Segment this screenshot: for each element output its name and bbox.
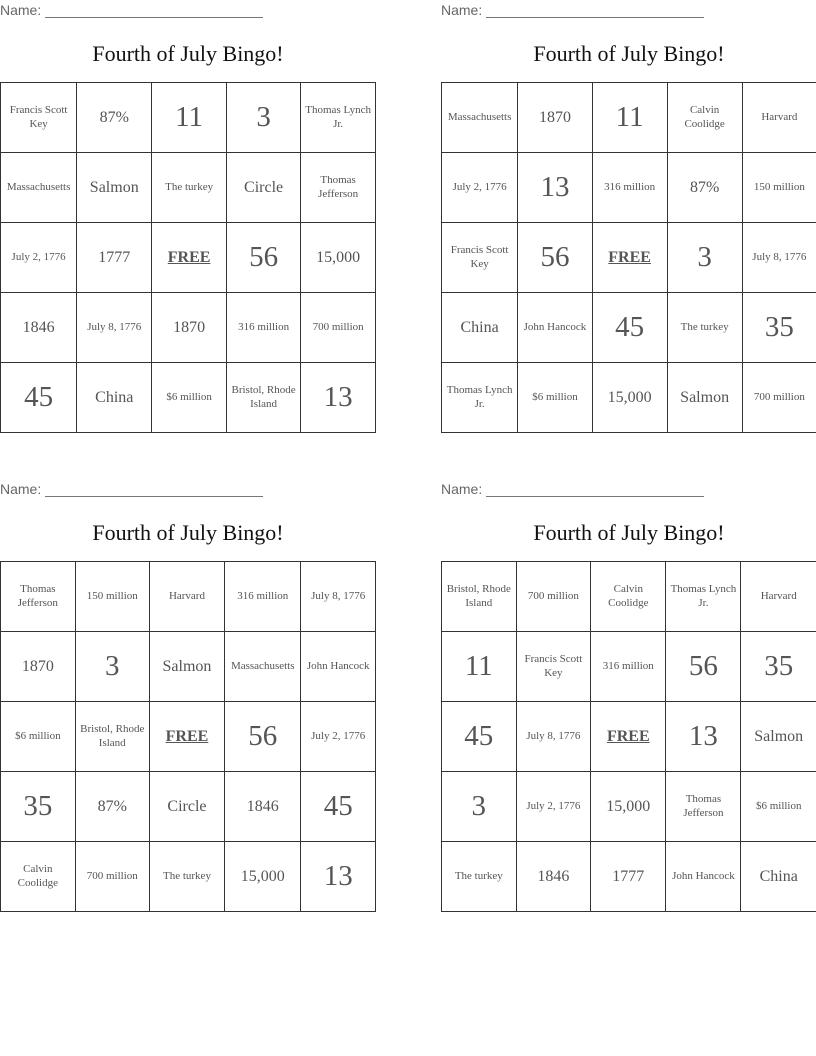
bingo-cell: 1777 (77, 223, 152, 293)
bingo-cell: Salmon (667, 363, 742, 433)
bingo-grid (0, 82, 376, 433)
bingo-row (1, 223, 376, 293)
name-line (441, 481, 704, 499)
bingo-cell: July 2, 1776 (1, 223, 77, 293)
bingo-cell: 13 (666, 702, 741, 772)
bingo-row (442, 293, 816, 363)
free-space: FREE (591, 702, 666, 772)
bingo-cell: 45 (1, 363, 77, 433)
bingo-row (442, 772, 816, 842)
bingo-row (442, 223, 816, 293)
free-space: FREE (149, 702, 224, 772)
bingo-cell: Circle (149, 772, 224, 842)
free-space: FREE (592, 223, 667, 293)
bingo-cell: Thomas Jefferson (666, 772, 741, 842)
bingo-cell: China (442, 293, 518, 363)
bingo-cell: 150 million (75, 562, 149, 632)
bingo-cell: 1846 (516, 842, 591, 912)
name-label: Name: (441, 2, 483, 18)
bingo-cell: 15,000 (301, 223, 376, 293)
bingo-row (1, 293, 376, 363)
bingo-cell: Bristol, Rhode Island (226, 363, 300, 433)
bingo-cell: 56 (518, 223, 592, 293)
bingo-row (1, 363, 376, 433)
bingo-row (1, 632, 376, 702)
card-title: Fourth of July Bingo! (533, 41, 725, 66)
bingo-cell: 87% (77, 83, 152, 153)
bingo-cell: Francis Scott Key (516, 632, 591, 702)
bingo-cell: China (77, 363, 152, 433)
bingo-cell: China (741, 842, 816, 912)
bingo-cell: Thomas Jefferson (1, 562, 76, 632)
bingo-cell: July 2, 1776 (301, 702, 376, 772)
bingo-cell: 35 (1, 772, 76, 842)
bingo-cell: 15,000 (225, 842, 301, 912)
bingo-row (1, 702, 376, 772)
bingo-cell: 316 million (226, 293, 300, 363)
bingo-cell: Thomas Lynch Jr. (442, 363, 518, 433)
bingo-cell: Calvin Coolidge (591, 562, 666, 632)
bingo-row (442, 83, 816, 153)
bingo-cell: Bristol, Rhode Island (442, 562, 517, 632)
bingo-cell: The turkey (149, 842, 224, 912)
bingo-cell: 15,000 (592, 363, 667, 433)
bingo-cell: 13 (301, 842, 376, 912)
card-title: Fourth of July Bingo! (92, 520, 284, 545)
bingo-cell: $6 million (152, 363, 227, 433)
bingo-cell: Harvard (149, 562, 224, 632)
card-title: Fourth of July Bingo! (533, 520, 725, 545)
name-label: Name: (0, 2, 42, 18)
bingo-row (442, 153, 816, 223)
bingo-cell: 316 million (225, 562, 301, 632)
bingo-cell: 13 (301, 363, 376, 433)
name-line (0, 2, 263, 20)
bingo-cell: 1870 (152, 293, 227, 363)
bingo-cell: July 8, 1776 (77, 293, 152, 363)
bingo-cell: Massachusetts (225, 632, 301, 702)
bingo-cell: $6 million (1, 702, 76, 772)
bingo-cell: July 2, 1776 (442, 153, 518, 223)
bingo-grid (0, 561, 376, 912)
free-space: FREE (152, 223, 227, 293)
bingo-cell: 316 million (592, 153, 667, 223)
name-label: Name: (0, 481, 42, 497)
bingo-cell: The turkey (442, 842, 517, 912)
name-blank (486, 481, 704, 497)
bingo-cell: Francis Scott Key (1, 83, 77, 153)
bingo-cell: John Hancock (301, 632, 376, 702)
bingo-cell: 1846 (1, 293, 77, 363)
bingo-cell: Salmon (741, 702, 816, 772)
bingo-cell: 700 million (301, 293, 376, 363)
bingo-cell: $6 million (741, 772, 816, 842)
bingo-cell: 35 (742, 293, 816, 363)
bingo-cell: Francis Scott Key (442, 223, 518, 293)
bingo-cell: 87% (667, 153, 742, 223)
bingo-cell: John Hancock (518, 293, 592, 363)
bingo-cell: July 8, 1776 (516, 702, 591, 772)
bingo-cell: Calvin Coolidge (667, 83, 742, 153)
bingo-cell: Massachusetts (1, 153, 77, 223)
bingo-cell: 3 (75, 632, 149, 702)
bingo-cell: 13 (518, 153, 592, 223)
bingo-cell: 1777 (591, 842, 666, 912)
bingo-cell: 1870 (1, 632, 76, 702)
bingo-row (442, 702, 816, 772)
bingo-grid (441, 82, 816, 433)
bingo-cell: 3 (667, 223, 742, 293)
bingo-cell: 1846 (225, 772, 301, 842)
bingo-cell: Thomas Lynch Jr. (666, 562, 741, 632)
bingo-cell: 56 (226, 223, 300, 293)
name-blank (45, 481, 263, 497)
bingo-cell: Salmon (149, 632, 224, 702)
name-line (0, 481, 263, 499)
bingo-cell: 3 (442, 772, 517, 842)
bingo-cell: 11 (592, 83, 667, 153)
bingo-cell: 56 (225, 702, 301, 772)
bingo-cell: 87% (75, 772, 149, 842)
bingo-row (1, 842, 376, 912)
name-blank (45, 2, 263, 18)
bingo-cell: 11 (152, 83, 227, 153)
bingo-cell: July 8, 1776 (742, 223, 816, 293)
bingo-cell: 700 million (516, 562, 591, 632)
bingo-row (442, 632, 816, 702)
bingo-row (1, 562, 376, 632)
bingo-cell: 15,000 (591, 772, 666, 842)
bingo-cell: Harvard (742, 83, 816, 153)
name-label: Name: (441, 481, 483, 497)
bingo-cell: 56 (666, 632, 741, 702)
bingo-cell: 3 (226, 83, 300, 153)
bingo-row (442, 363, 816, 433)
bingo-cell: 11 (442, 632, 517, 702)
bingo-cell: 1870 (518, 83, 592, 153)
bingo-row (442, 562, 816, 632)
bingo-row (1, 83, 376, 153)
name-line (441, 2, 704, 20)
bingo-cell: 45 (301, 772, 376, 842)
bingo-cell: 45 (442, 702, 517, 772)
bingo-cell: The turkey (667, 293, 742, 363)
bingo-cell: Thomas Jefferson (301, 153, 376, 223)
bingo-cell: Harvard (741, 562, 816, 632)
bingo-grid (441, 561, 816, 912)
bingo-cell: The turkey (152, 153, 227, 223)
name-blank (486, 2, 704, 18)
bingo-cell: July 8, 1776 (301, 562, 376, 632)
bingo-cell: Massachusetts (442, 83, 518, 153)
bingo-cell: Calvin Coolidge (1, 842, 76, 912)
bingo-cell: 150 million (742, 153, 816, 223)
bingo-cell: Circle (226, 153, 300, 223)
card-title: Fourth of July Bingo! (92, 41, 284, 66)
bingo-cell: 45 (592, 293, 667, 363)
bingo-cell: Bristol, Rhode Island (75, 702, 149, 772)
bingo-cell: 700 million (742, 363, 816, 433)
bingo-cell: 35 (741, 632, 816, 702)
bingo-cell: $6 million (518, 363, 592, 433)
bingo-row (442, 842, 816, 912)
bingo-cell: 700 million (75, 842, 149, 912)
bingo-cell: John Hancock (666, 842, 741, 912)
bingo-row (1, 153, 376, 223)
bingo-cell: Salmon (77, 153, 152, 223)
bingo-cell: 316 million (591, 632, 666, 702)
bingo-cell: Thomas Lynch Jr. (301, 83, 376, 153)
bingo-row (1, 772, 376, 842)
bingo-cell: July 2, 1776 (516, 772, 591, 842)
